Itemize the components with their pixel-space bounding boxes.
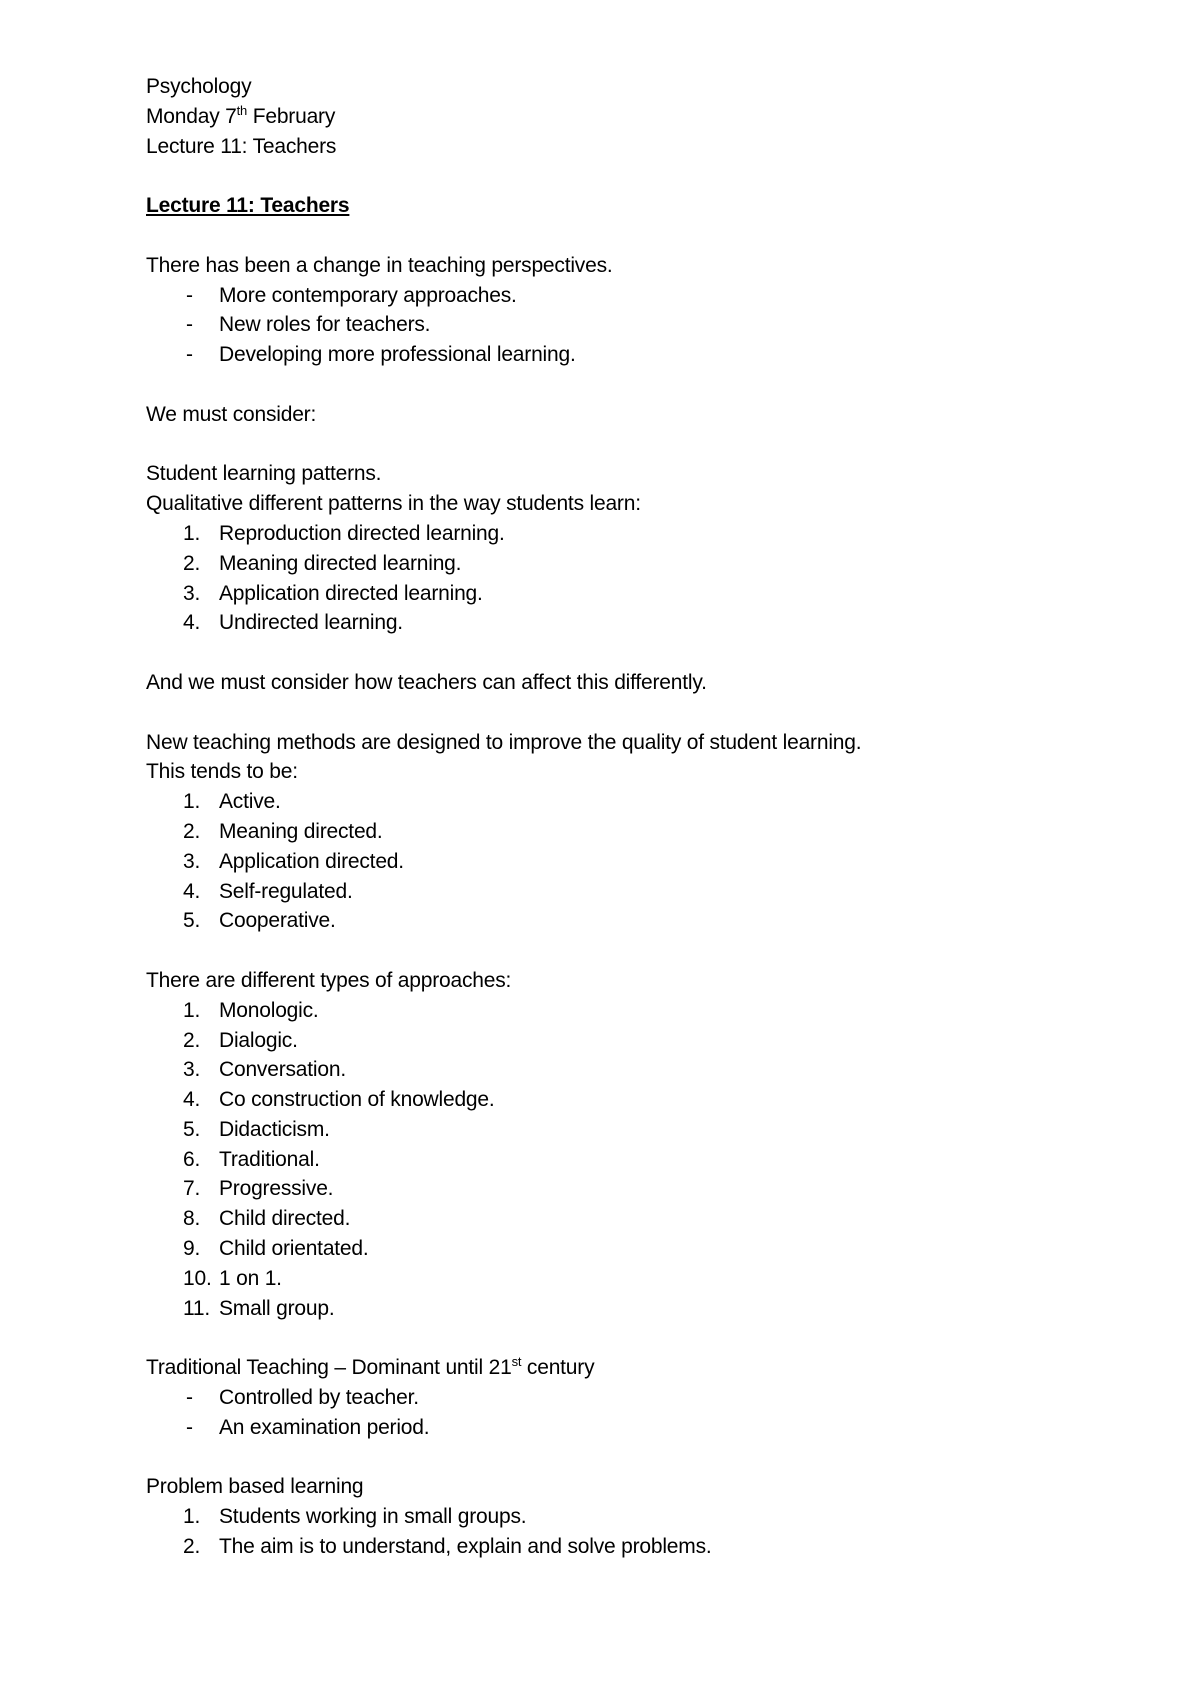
list-number: 4. <box>183 879 201 903</box>
blank-line <box>146 936 1146 966</box>
methods-text: New teaching methods are designed to improve the quality of student learning. <box>146 730 862 754</box>
list-item <box>146 817 1146 847</box>
list-item <box>146 1532 1146 1562</box>
list-item-text: Dialogic. <box>219 1028 298 1052</box>
list-item <box>146 608 1146 638</box>
list-item-text: Co construction of knowledge. <box>219 1088 495 1112</box>
list-item-text: Didacticism. <box>219 1117 330 1141</box>
list-item <box>146 996 1146 1026</box>
blank-line <box>146 161 1146 191</box>
list-item <box>146 847 1146 877</box>
list-item-text: The aim is to understand, explain and solve problems. <box>219 1535 712 1559</box>
traditional-heading <box>146 1353 1146 1383</box>
list-item <box>146 906 1146 936</box>
list-item <box>146 1085 1146 1115</box>
list-item <box>146 787 1146 817</box>
blank-line <box>146 698 1146 728</box>
list-item-text: Monologic. <box>219 998 319 1022</box>
list-item-text: An examination period. <box>219 1415 430 1439</box>
traditional-suffix: century <box>521 1356 595 1380</box>
bullet-dash: - <box>186 283 193 307</box>
list-number: 2. <box>183 1535 201 1559</box>
list-item-text: Traditional. <box>219 1147 320 1171</box>
list-number: 9. <box>183 1237 201 1261</box>
list-item <box>146 549 1146 579</box>
problem-heading: Problem based learning <box>146 1475 364 1499</box>
patterns-subheading: Qualitative different patterns in the way students learn: <box>146 492 641 516</box>
consider-text: We must consider: <box>146 402 317 426</box>
patterns-heading: Student learning patterns. <box>146 462 382 486</box>
list-number: 4. <box>183 611 201 635</box>
list-number: 2. <box>183 551 201 575</box>
list-item-text: Conversation. <box>219 1058 346 1082</box>
list-number: 7. <box>183 1177 201 1201</box>
list-item <box>146 310 1146 340</box>
list-number: 1. <box>183 521 201 545</box>
list-item-text: New roles for teachers. <box>219 313 431 337</box>
list-number: 5. <box>183 909 201 933</box>
list-number: 2. <box>183 819 201 843</box>
list-item-text: Application directed learning. <box>219 581 483 605</box>
list-number: 3. <box>183 1058 201 1082</box>
list-item <box>146 281 1146 311</box>
list-item <box>146 877 1146 907</box>
list-item <box>146 1145 1146 1175</box>
list-item-text: Students working in small groups. <box>219 1505 527 1529</box>
affect-text: And we must consider how teachers can affect this differently. <box>146 670 707 694</box>
list-item <box>146 1115 1146 1145</box>
date-superscript: th <box>236 102 248 118</box>
list-item-text: Meaning directed. <box>219 819 383 843</box>
list-item <box>146 1264 1146 1294</box>
date-line <box>146 102 1146 132</box>
list-item-text: More contemporary approaches. <box>219 283 517 307</box>
list-item <box>146 340 1146 370</box>
list-item <box>146 519 1146 549</box>
bullet-dash: - <box>186 1415 193 1439</box>
list-item-text: 1 on 1. <box>219 1266 282 1290</box>
list-item-text: Cooperative. <box>219 909 336 933</box>
list-number: 10. <box>183 1266 212 1290</box>
list-item <box>146 1026 1146 1056</box>
list-item-text: Small group. <box>219 1296 335 1320</box>
blank-line <box>146 638 1146 668</box>
date-suffix: February <box>247 104 336 128</box>
list-number: 3. <box>183 849 201 873</box>
list-item-text: Active. <box>219 790 281 814</box>
list-item <box>146 1055 1146 1085</box>
blank-line <box>146 221 1146 251</box>
list-number: 1. <box>183 1505 201 1529</box>
list-item-text: Self-regulated. <box>219 879 353 903</box>
traditional-superscript: st <box>511 1354 522 1370</box>
list-item-text: Meaning directed learning. <box>219 551 462 575</box>
list-item <box>146 1204 1146 1234</box>
date-prefix: Monday 7 <box>146 104 237 128</box>
bullet-dash: - <box>186 313 193 337</box>
list-number: 4. <box>183 1088 201 1112</box>
blank-line <box>146 370 1146 400</box>
list-item <box>146 1294 1146 1324</box>
list-item <box>146 1234 1146 1264</box>
list-item-text: Developing more professional learning. <box>219 343 576 367</box>
list-number: 1. <box>183 790 201 814</box>
bullet-dash: - <box>186 343 193 367</box>
list-item-text: Undirected learning. <box>219 611 403 635</box>
document-page <box>146 72 1146 1562</box>
list-number: 6. <box>183 1147 201 1171</box>
list-item-text: Reproduction directed learning. <box>219 521 505 545</box>
list-item <box>146 1174 1146 1204</box>
methods-subtext: This tends to be: <box>146 760 298 784</box>
list-number: 8. <box>183 1207 201 1231</box>
list-item-text: Child directed. <box>219 1207 351 1231</box>
list-item <box>146 1413 1146 1443</box>
list-item-text: Application directed. <box>219 849 404 873</box>
blank-line <box>146 1443 1146 1473</box>
list-number: 3. <box>183 581 201 605</box>
list-number: 2. <box>183 1028 201 1052</box>
approaches-text: There are different types of approaches: <box>146 968 512 992</box>
blank-line <box>146 430 1146 460</box>
intro-text: There has been a change in teaching perspectives. <box>146 253 613 277</box>
list-item <box>146 579 1146 609</box>
bullet-dash: - <box>186 1386 193 1410</box>
lecture-line: Lecture 11: Teachers <box>146 134 337 158</box>
list-item <box>146 1383 1146 1413</box>
list-item-text: Child orientated. <box>219 1237 369 1261</box>
page-title: Lecture 11: Teachers <box>146 194 350 218</box>
list-item-text: Progressive. <box>219 1177 334 1201</box>
list-number: 1. <box>183 998 201 1022</box>
list-item-text: Controlled by teacher. <box>219 1386 419 1410</box>
traditional-prefix: Traditional Teaching – Dominant until 21 <box>146 1356 512 1380</box>
subject-line: Psychology <box>146 75 252 98</box>
list-number: 11. <box>183 1296 211 1320</box>
list-number: 5. <box>183 1117 201 1141</box>
list-item <box>146 1502 1146 1532</box>
blank-line <box>146 1323 1146 1353</box>
